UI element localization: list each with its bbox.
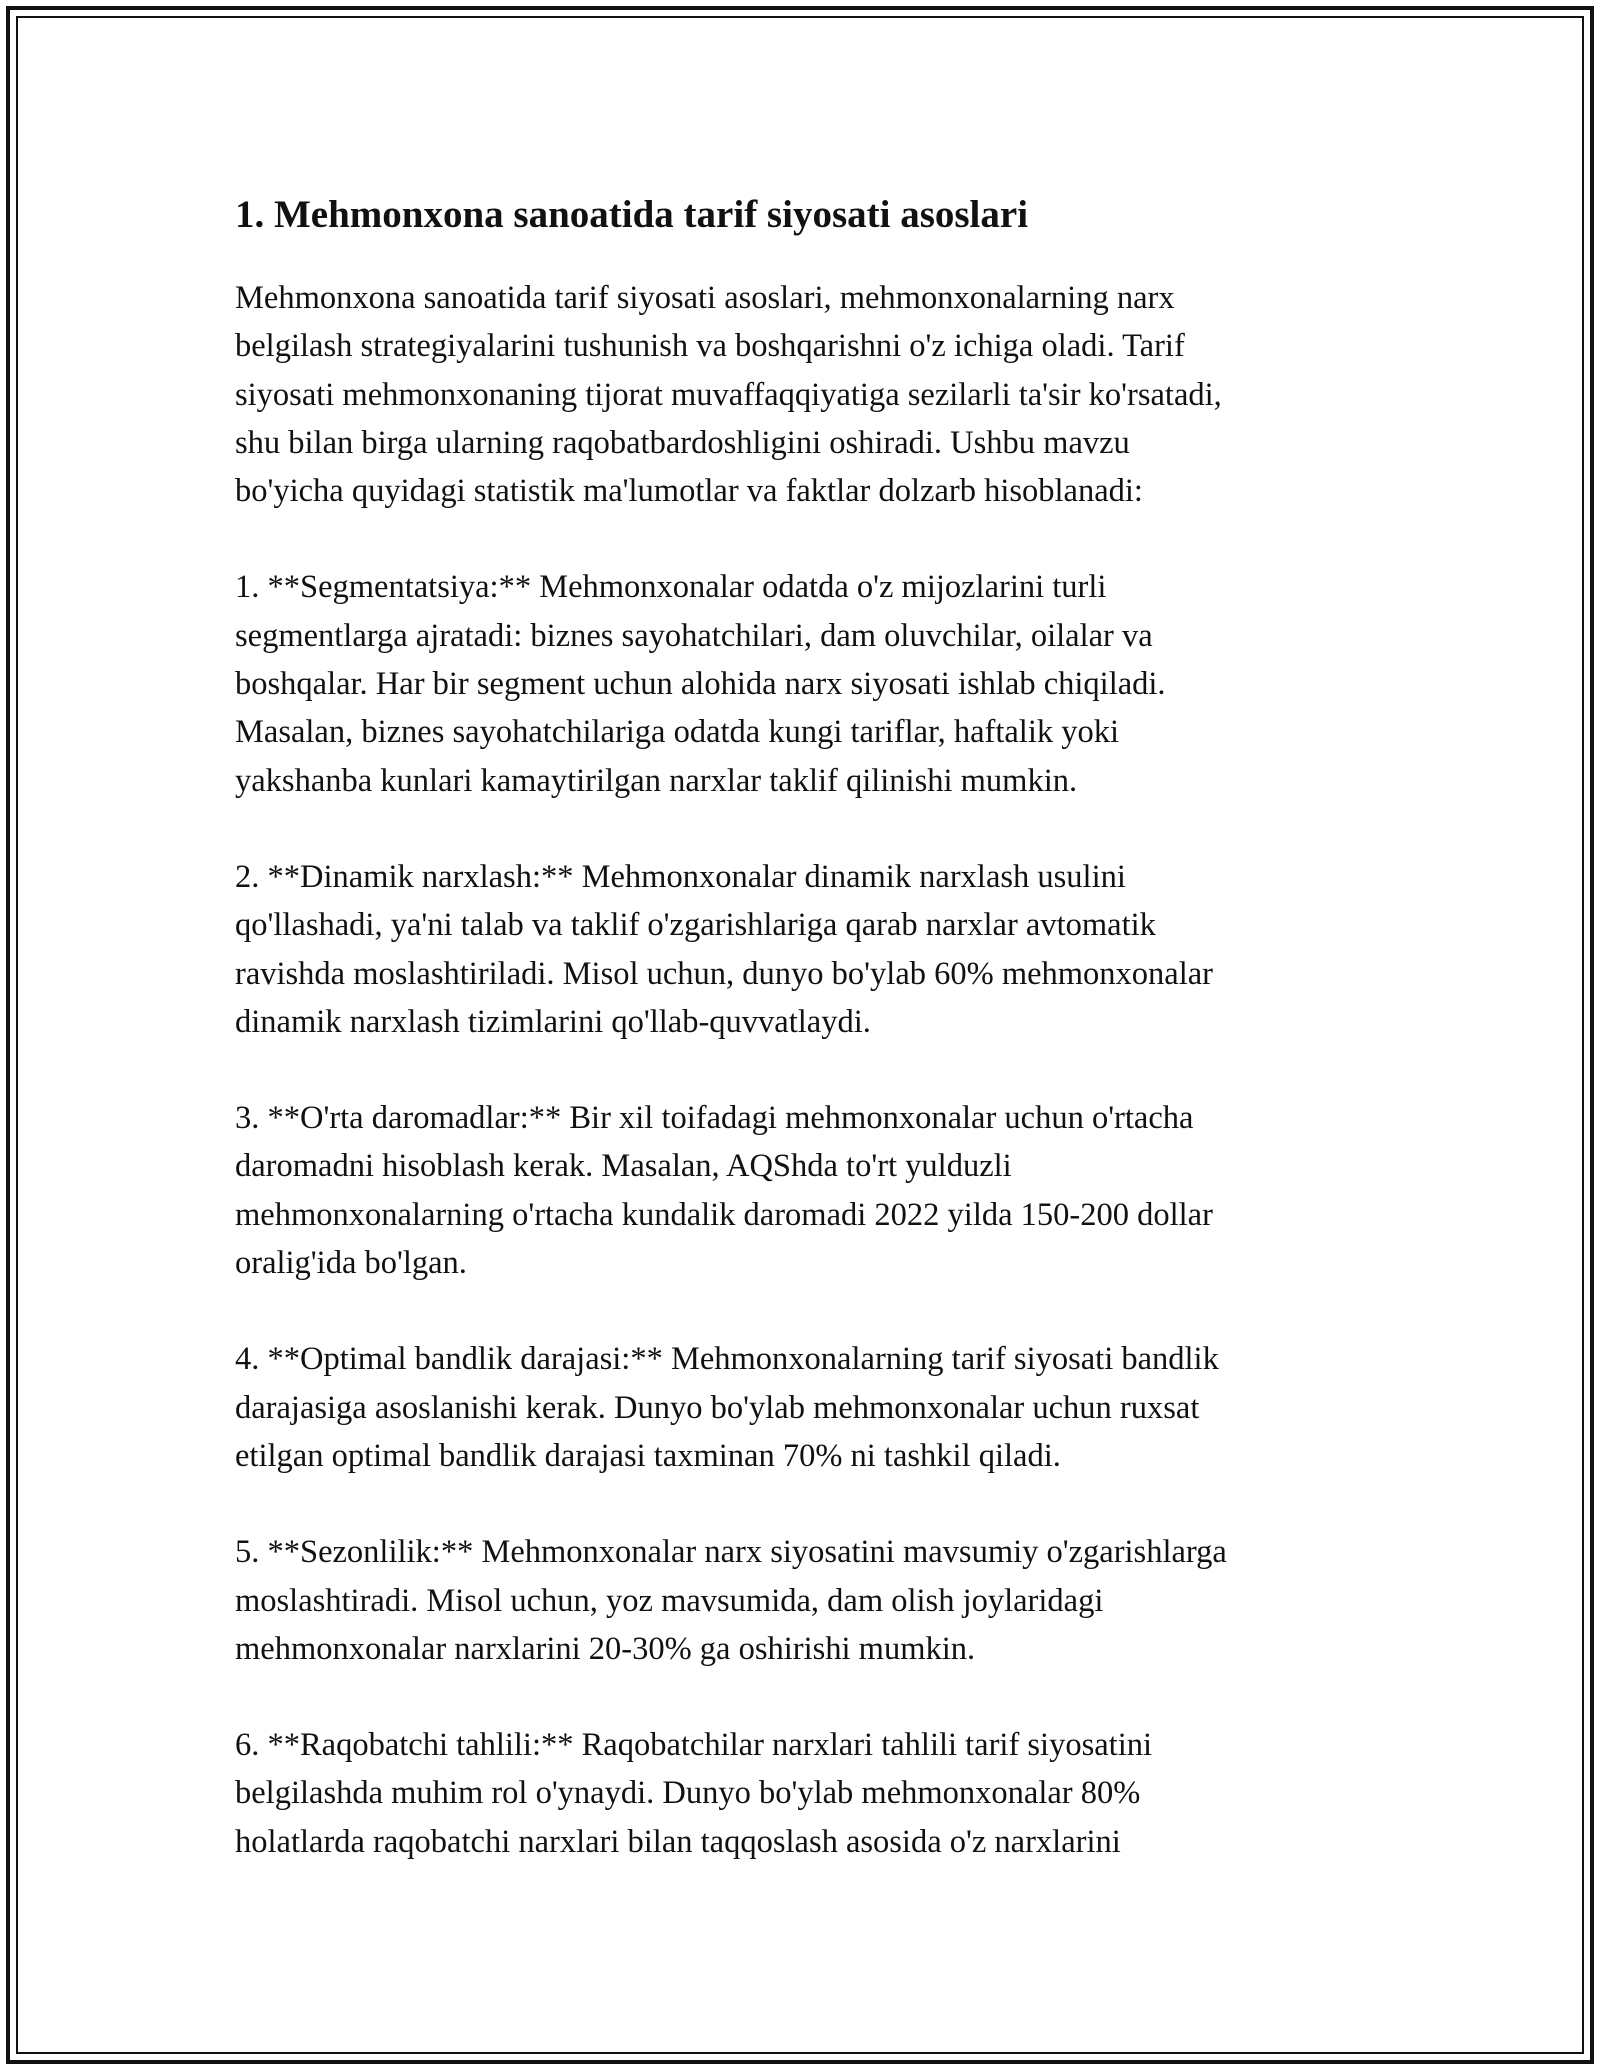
point-average-revenue: 3. **O'rta daromadlar:** Bir xil toifadagi mehmonxonalar uchun o'rtacha daromadni hisoblash kerak. Masalan, AQShda to'rt yulduzli mehmonxonalarning o'rtacha kundalik daromadi 2022 yilda 150-200 dollar oralig'ida bo'lgan.: [235, 1100, 1213, 1282]
point-segmentation: 1. **Segmentatsiya:** Mehmonxonalar odatda o'z mijozlarini turli segmentlarga ajratadi: biznes sayohatchilari, dam oluvchilar, oilalar va boshqalar. Har bir segment uchun alohida narx siyosati ishlab chiqiladi. Masalan, biznes sayohatchilariga odatda kungi tariflar, haftalik yoki yakshanba kunlari kamaytirilgan narxlar taklif qilinishi mumkin.: [235, 569, 1166, 799]
point-competitor-analysis: 6. **Raqobatchi tahlili:** Raqobatchilar narxlari tahlili tarif siyosatini belgilashda muhim rol o'ynaydi. Dunyo bo'ylab mehmonxonalar 80% holatlarda raqobatchi narxlari bilan taqqoslash asosida o'z narxlarini: [235, 1727, 1152, 1860]
point-seasonality: 5. **Sezonlilik:** Mehmonxonalar narx siyosatini mavsumiy o'zgarishlarga moslashtiradi. Misol uchun, yoz mavsumida, dam olish joylaridagi mehmonxonalar narxlarini 20-30% ga oshirishi mumkin.: [235, 1534, 1227, 1667]
intro-paragraph: Mehmonxona sanoatida tarif siyosati asoslari, mehmonxonalarning narx belgilash strategiyalarini tushunish va boshqarishni o'z ichiga oladi. Tarif siyosati mehmonxonaning tijorat muvaffaqqiyatiga sezilarli ta'sir ko'rsatadi, shu bilan birga ularning raqobatbardoshligini oshiradi. Ushbu mavzu bo'yicha quyidagi statistik ma'lumotlar va faktlar dolzarb hisoblanadi:: [235, 280, 1222, 510]
point-dynamic-pricing: 2. **Dinamik narxlash:** Mehmonxonalar dinamik narxlash usulini qo'llashadi, ya'ni talab va taklif o'zgarishlariga qarab narxlar avtomatik ravishda moslashtiriladi. Misol uchun, dunyo bo'ylab 60% mehmonxonalar dinamik narxlash tizimlarini qo'llab-quvvatlaydi.: [235, 858, 1213, 1040]
point-optimal-occupancy: 4. **Optimal bandlik darajasi:** Mehmonxonalarning tarif siyosati bandlik darajasiga asoslanishi kerak. Dunyo bo'ylab mehmonxonalar uchun ruxsat etilgan optimal bandlik darajasi taxminan 70% ni tashkil qiladi.: [235, 1341, 1219, 1474]
section-title: 1. Mehmonxona sanoatida tarif siyosati asoslari: [235, 193, 1029, 236]
document-body: [235, 188, 1375, 1914]
